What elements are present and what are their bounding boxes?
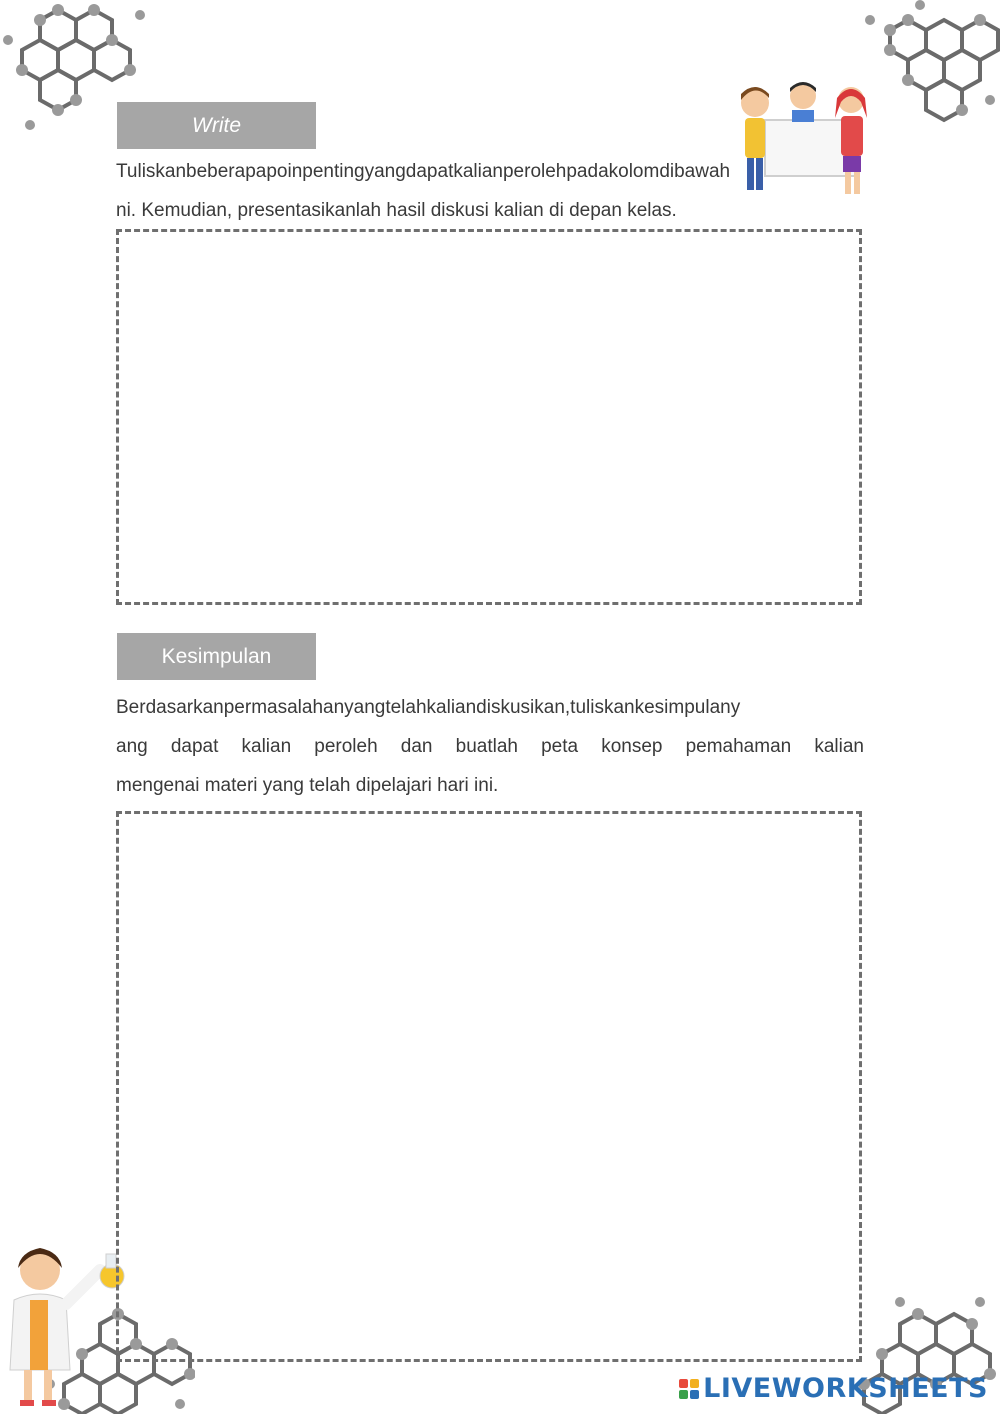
section-label-write: Write <box>117 102 316 149</box>
write-instruction <box>116 152 864 230</box>
kesimpulan-answer-input[interactable] <box>119 814 859 1359</box>
kesimpulan-instruction-line-3: mengenai materi yang telah dipelajari hari ini. <box>116 775 499 796</box>
write-instruction-line-1: Tuliskanbeberapapoinpentingyangdapatkalianperolehpadakolomdibawah <box>116 161 731 182</box>
write-answer-input[interactable] <box>119 232 859 602</box>
liveworksheets-logo-icon <box>679 1379 699 1399</box>
write-instruction-line-2: ni. Kemudian, presentasikanlah hasil diskusi kalian di depan kelas. <box>116 200 677 221</box>
kesimpulan-instruction <box>116 688 864 805</box>
watermark-text: LIVEWORKSHEETS <box>703 1373 988 1404</box>
liveworksheets-watermark <box>679 1373 988 1404</box>
kesimpulan-answer-box[interactable] <box>116 811 862 1362</box>
scientist-girl-icon <box>0 1240 130 1410</box>
kesimpulan-instruction-line-2: ang dapat kalian peroleh dan buatlah peta konsep pemahaman kalian <box>116 736 864 757</box>
section-label-kesimpulan: Kesimpulan <box>117 633 316 680</box>
kesimpulan-instruction-line-1: Berdasarkanpermasalahanyangtelahkaliandiskusikan,tuliskankesimpulany <box>116 697 741 718</box>
write-answer-box[interactable] <box>116 229 862 605</box>
